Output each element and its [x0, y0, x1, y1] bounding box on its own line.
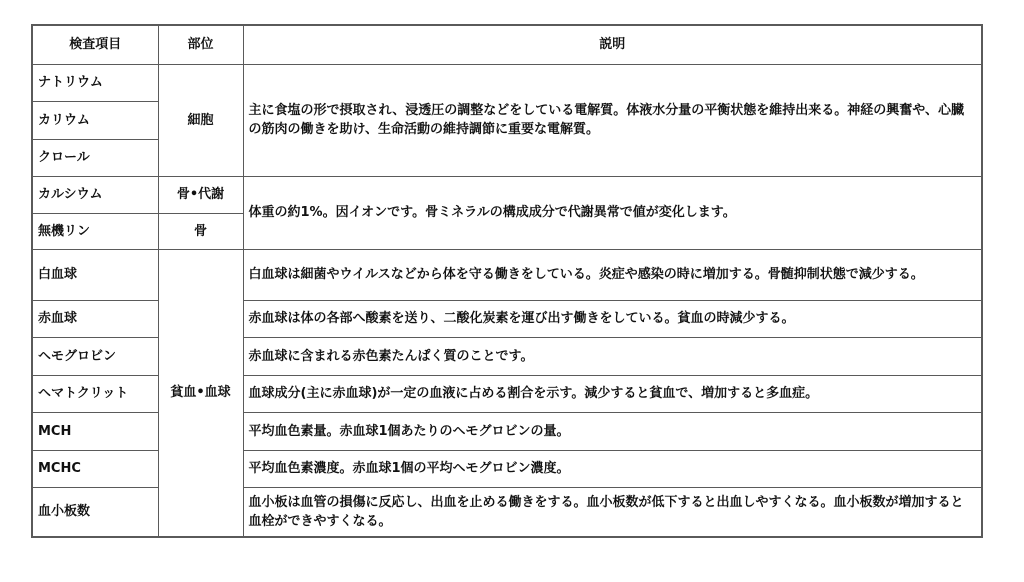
description-cell: 体重の約1%。因イオンです。骨ミネラルの構成成分で代謝異常で値が変化します。 [243, 176, 982, 249]
header-desc: 説明 [243, 25, 982, 64]
description-cell: 赤血球は体の各部へ酸素を送り、二酸化炭素を運び出す働きをしている。貧血の時減少する。 [243, 300, 982, 337]
item-cell: ナトリウム [32, 64, 158, 101]
item-cell: ヘマトクリット [32, 375, 158, 412]
header-item: 検査項目 [32, 25, 158, 64]
table-row [32, 176, 982, 213]
part-cell: 骨•代謝 [158, 176, 243, 213]
lab-test-table [31, 24, 983, 538]
table-row [32, 249, 982, 300]
item-cell: ヘモグロビン [32, 337, 158, 375]
part-cell: 貧血•血球 [158, 249, 243, 537]
item-cell: カルシウム [32, 176, 158, 213]
description-cell: 主に食塩の形で摂取され、浸透圧の調整などをしている電解質。体液水分量の平衡状態を維持出来る。神経の興奮や、心臓の筋肉の働きを助け、生命活動の維持調節に重要な電解質。 [243, 64, 982, 176]
item-cell: 血小板数 [32, 487, 158, 537]
description-cell: 平均血色素量。赤血球1個あたりのヘモグロビンの量。 [243, 412, 982, 450]
item-cell: 赤血球 [32, 300, 158, 337]
description-cell: 平均血色素濃度。赤血球1個の平均ヘモグロビン濃度。 [243, 450, 982, 487]
item-cell: 白血球 [32, 249, 158, 300]
description-cell: 血球成分(主に赤血球)が一定の血液に占める割合を示す。減少すると貧血で、増加すると多血症。 [243, 375, 982, 412]
item-cell: カリウム [32, 101, 158, 139]
table-header-row [32, 25, 982, 64]
item-cell: クロール [32, 139, 158, 176]
item-cell: MCHC [32, 450, 158, 487]
header-part: 部位 [158, 25, 243, 64]
description-cell: 白血球は細菌やウイルスなどから体を守る働きをしている。炎症や感染の時に増加する。骨髄抑制状態で減少する。 [243, 249, 982, 300]
item-cell: MCH [32, 412, 158, 450]
description-cell: 血小板は血管の損傷に反応し、出血を止める働きをする。血小板数が低下すると出血しやすくなる。血小板数が増加すると血栓ができやすくなる。 [243, 487, 982, 537]
table-row [32, 64, 982, 101]
item-cell: 無機リン [32, 213, 158, 249]
description-cell: 赤血球に含まれる赤色素たんぱく質のことです。 [243, 337, 982, 375]
part-cell: 細胞 [158, 64, 243, 176]
part-cell: 骨 [158, 213, 243, 249]
